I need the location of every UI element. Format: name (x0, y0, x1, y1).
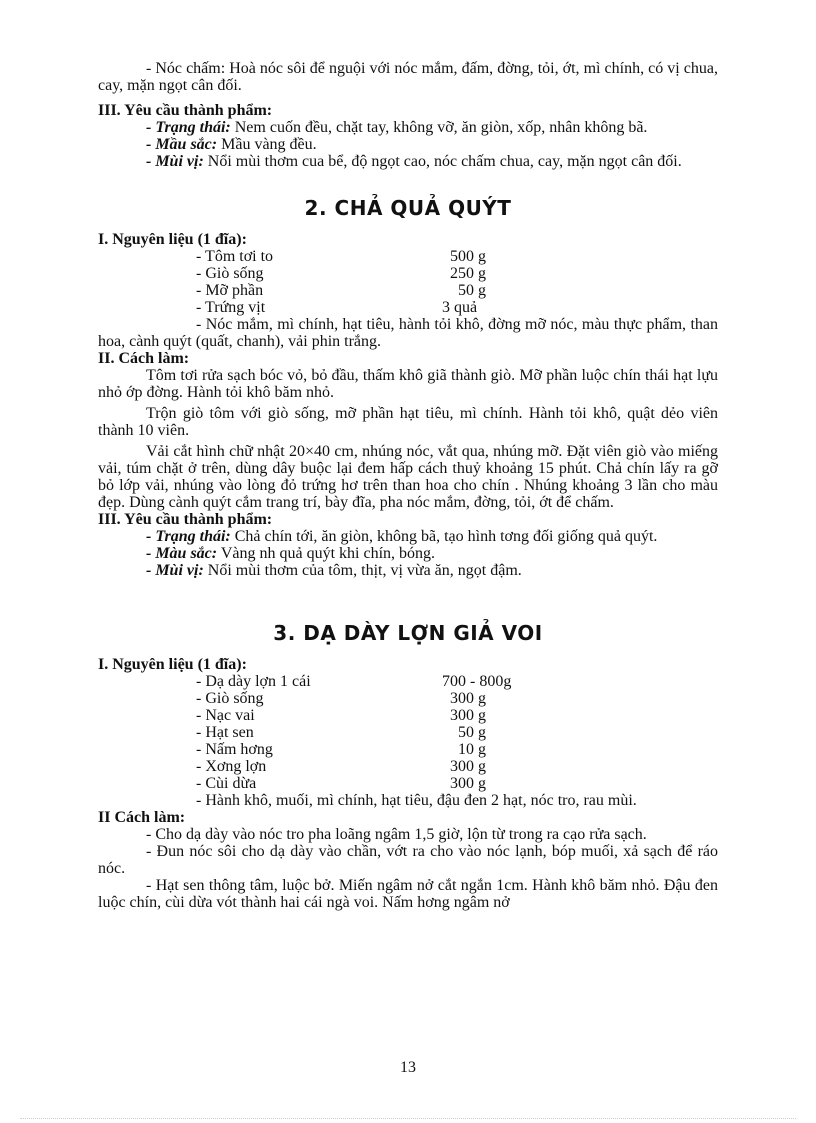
document-page (98, 60, 718, 911)
state-line-1 (98, 119, 718, 136)
ingredients-list-2 (98, 248, 718, 316)
ingredient-row (98, 265, 718, 282)
ingredient-qty: 3 quả (442, 299, 478, 316)
method-2-p2: Trộn giò tôm với giò sống, mỡ phần hạt tiêu, mì chính. Hành tỏi khô, quật dẻo viên thành 10 viên. (98, 405, 718, 439)
ingredient-name: - Nấm hơng (196, 741, 273, 758)
ingredient-qty: 50 g (458, 282, 486, 299)
ingredient-row (98, 673, 718, 690)
ingredient-qty: 50 g (458, 724, 486, 741)
page-bottom-border (20, 1118, 796, 1119)
ingredient-qty: 250 g (450, 265, 486, 282)
extras-2: - Nóc mắm, mì chính, hạt tiêu, hành tỏi khô, đờng mỡ nóc, màu thực phẩm, than hoa, cành quýt (quất, chanh), vải phin trắng. (98, 316, 718, 350)
method-3-p2: - Đun nóc sôi cho dạ dày vào chần, vớt ra cho vào nóc lạnh, bóp muối, xả sạch để ráo nóc. (98, 843, 718, 877)
color-line-1 (98, 136, 718, 153)
ingredient-row (98, 282, 718, 299)
ingredient-qty: 10 g (458, 741, 486, 758)
ingredient-qty: 300 g (450, 775, 486, 792)
taste-line-1 (98, 153, 718, 170)
ingredient-row (98, 248, 718, 265)
page-number: 13 (400, 1059, 416, 1076)
state-text: Chả chín tới, ăn giòn, không bã, tạo hình tơng đối giống quả quýt. (230, 528, 658, 545)
ingredient-qty: 500 g (450, 248, 486, 265)
ingredients-heading-3: I. Nguyên liệu (1 đĩa): (98, 656, 247, 673)
ingredient-qty: 300 g (450, 758, 486, 775)
ingredient-name: - Hạt sen (196, 724, 254, 741)
ingredient-row (98, 690, 718, 707)
color-line-2 (98, 545, 718, 562)
ingredient-qty: 700 - 800g (442, 673, 512, 690)
ingredient-qty: 300 g (450, 707, 486, 724)
ingredient-row (98, 758, 718, 775)
color-text: Mầu vàng đều. (217, 136, 317, 153)
method-3-p1: - Cho dạ dày vào nóc tro pha loãng ngâm 1,5 giờ, lộn từ trong ra cạo rửa sạch. (146, 826, 647, 843)
ingredient-row (98, 741, 718, 758)
section-2-title: 2. CHẢ QUẢ QUÝT (304, 196, 512, 220)
result-heading-1: III. Yêu cầu thành phẩm: (98, 102, 273, 119)
extras-3: - Hành khô, muối, mì chính, hạt tiêu, đậu đen 2 hạt, nóc tro, rau mùi. (196, 792, 637, 809)
method-2-p1: Tôm tơi rửa sạch bóc vỏ, bỏ đầu, thấm khô giã thành giò. Mỡ phần luộc chín thái hạt lựu nhỏ ớp đờng. Hành tỏi khô băm nhỏ. (98, 367, 718, 401)
state-label: - Trạng thái: (146, 528, 231, 545)
method-heading-2: II. Cách làm: (98, 350, 190, 367)
ingredient-row (98, 707, 718, 724)
ingredient-name: - Giò sống (196, 690, 264, 707)
ingredient-name: - Tôm tơi to (196, 248, 274, 265)
ingredients-heading-2: I. Nguyên liệu (1 đĩa): (98, 231, 247, 248)
method-heading-3: II Cách làm: (98, 809, 186, 826)
sauce-paragraph: - Nóc chấm: Hoà nóc sôi để nguội với nóc mắm, đấm, đờng, tỏi, ớt, mì chính, có vị chua, cay, mặn ngọt cân đối. (98, 60, 718, 94)
ingredient-name: - Cùi dừa (196, 775, 257, 792)
section-3-title: 3. DẠ DÀY LỢN GIẢ VOI (273, 621, 543, 645)
ingredient-name: - Trứng vịt (196, 299, 266, 316)
taste-label: - Mùi vị: (146, 153, 204, 170)
result-heading-2: III. Yêu cầu thành phẩm: (98, 511, 273, 528)
state-text: Nem cuốn đều, chặt tay, không vỡ, ăn giòn, xốp, nhân không bã. (230, 119, 648, 136)
state-line-2 (98, 528, 718, 545)
taste-label: - Mùi vị: (146, 562, 204, 579)
method-3-p3: - Hạt sen thông tâm, luộc bở. Miến ngâm nở cắt ngắn 1cm. Hành khô băm nhỏ. Đậu đen luộc chín, cùi dừa vót thành hai cái ngà voi. Nấm hơng ngâm nở (98, 877, 718, 911)
taste-text: Nổi mùi thơm của tôm, thịt, vị vừa ăn, ngọt đậm. (203, 562, 522, 579)
method-2-p3: Vải cắt hình chữ nhật 20×40 cm, nhúng nóc, vắt qua, nhúng mỡ. Đặt viên giò vào miếng vải, túm chặt ở trên, dùng dây buộc lại đem hấp cách thuỷ khoảng 15 phút. Chả chín lấy ra gỡ bỏ lớp vải, nhúng vào lòng đỏ trứng hơ trên than hoa cho chín . Nhúng khoảng 3 lần cho màu đẹp. Dùng cành quýt cắm trang trí, bày đĩa, pha nóc mắm, đờng, tỏi, ớt để chấm. (98, 443, 718, 511)
ingredients-list-3 (98, 673, 718, 792)
ingredient-name: - Giò sống (196, 265, 264, 282)
ingredient-row (98, 724, 718, 741)
color-label: - Màu sắc: (146, 545, 218, 562)
ingredient-qty: 300 g (450, 690, 486, 707)
taste-text: Nổi mùi thơm cua bể, độ ngọt cao, nóc chấm chua, cay, mặn ngọt cân đối. (203, 153, 682, 170)
ingredient-name: - Nạc vai (196, 707, 255, 724)
color-label: - Mầu sắc: (146, 136, 218, 153)
ingredient-name: - Dạ dày lợn 1 cái (196, 673, 311, 690)
taste-line-2 (98, 562, 718, 579)
color-text: Vàng nh quả quýt khi chín, bóng. (217, 545, 436, 562)
state-label: - Trạng thái: (146, 119, 231, 136)
ingredient-row (98, 299, 718, 316)
ingredient-name: - Mỡ phần (196, 282, 264, 299)
ingredient-name: - Xơng lợn (196, 758, 267, 775)
ingredient-row (98, 775, 718, 792)
